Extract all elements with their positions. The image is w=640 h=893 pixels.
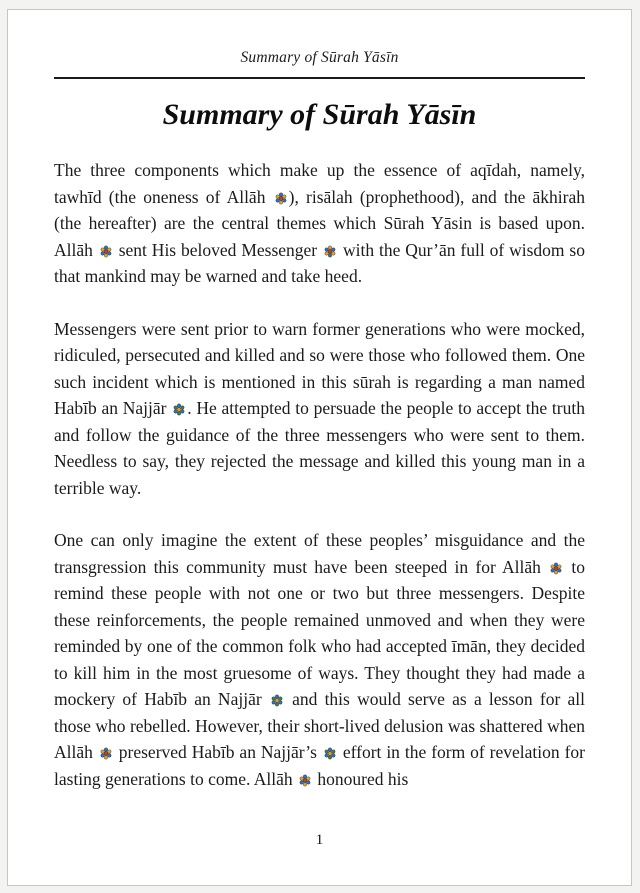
radiallahu-anhu-icon [323,747,337,760]
jalla-jalaluhu-icon [298,774,312,787]
sallallahu-alayhi-wasallam-icon [323,245,337,258]
jalla-jalaluhu-icon [99,747,113,760]
paragraph: Messengers were sent prior to warn former generations who were mocked, ridiculed, persecuted and killed and so were those who followed them. One such incident which is mentioned in this sūrah is regarding a man named Habīb an Najjār . He attempted to persuade the people to accept the truth and follow the guidance of the three messengers who were sent to them. Needless to say, they rejected the message and killed this young man in a terrible way. [54,318,585,498]
jalla-jalaluhu-icon [99,245,113,258]
paragraph: The three components which make up the essence of aqīdah, namely, tawhīd (the oneness of Allāh ), risālah (prophethood), and the ākhirah (the hereafter) are the central themes which Sūrah Yāsin is based upon. Allāh sent His beloved Messenger with the Qur’ān full of wisdom so that mankind may be warned and take heed. [54,160,585,286]
paragraph: One can only imagine the extent of these peoples’ misguidance and the transgression this community must have been steeped in for Allāh to remind these people with not one or two but three messengers. Despite these reinforcements, the people remained unmoved and when they were reminded by one of the common folk who had accepted īmān, they decided to kill him in the most gruesome of ways. They thought they had made a mockery of Habīb an Najjār and this would serve as a lesson for all those who rebelled. However, their short-lived delusion was shattered when Allāh preserved Habīb an Najjār’s effort in the form of revelation for lasting generations to come. Allāh honoured his [54,530,585,789]
page-title: Summary of Sūrah Yāsīn [162,98,477,131]
body-text [54,157,585,792]
running-header: Summary of Sūrah Yāsīn [240,49,399,66]
page [7,9,632,886]
radiallahu-anhu-icon [172,403,186,416]
page-number: 1 [315,832,324,848]
jalla-jalaluhu-icon [549,562,563,575]
radiallahu-anhu-icon [270,694,284,707]
jalla-jalaluhu-icon [274,192,288,205]
header-rule [54,77,585,79]
